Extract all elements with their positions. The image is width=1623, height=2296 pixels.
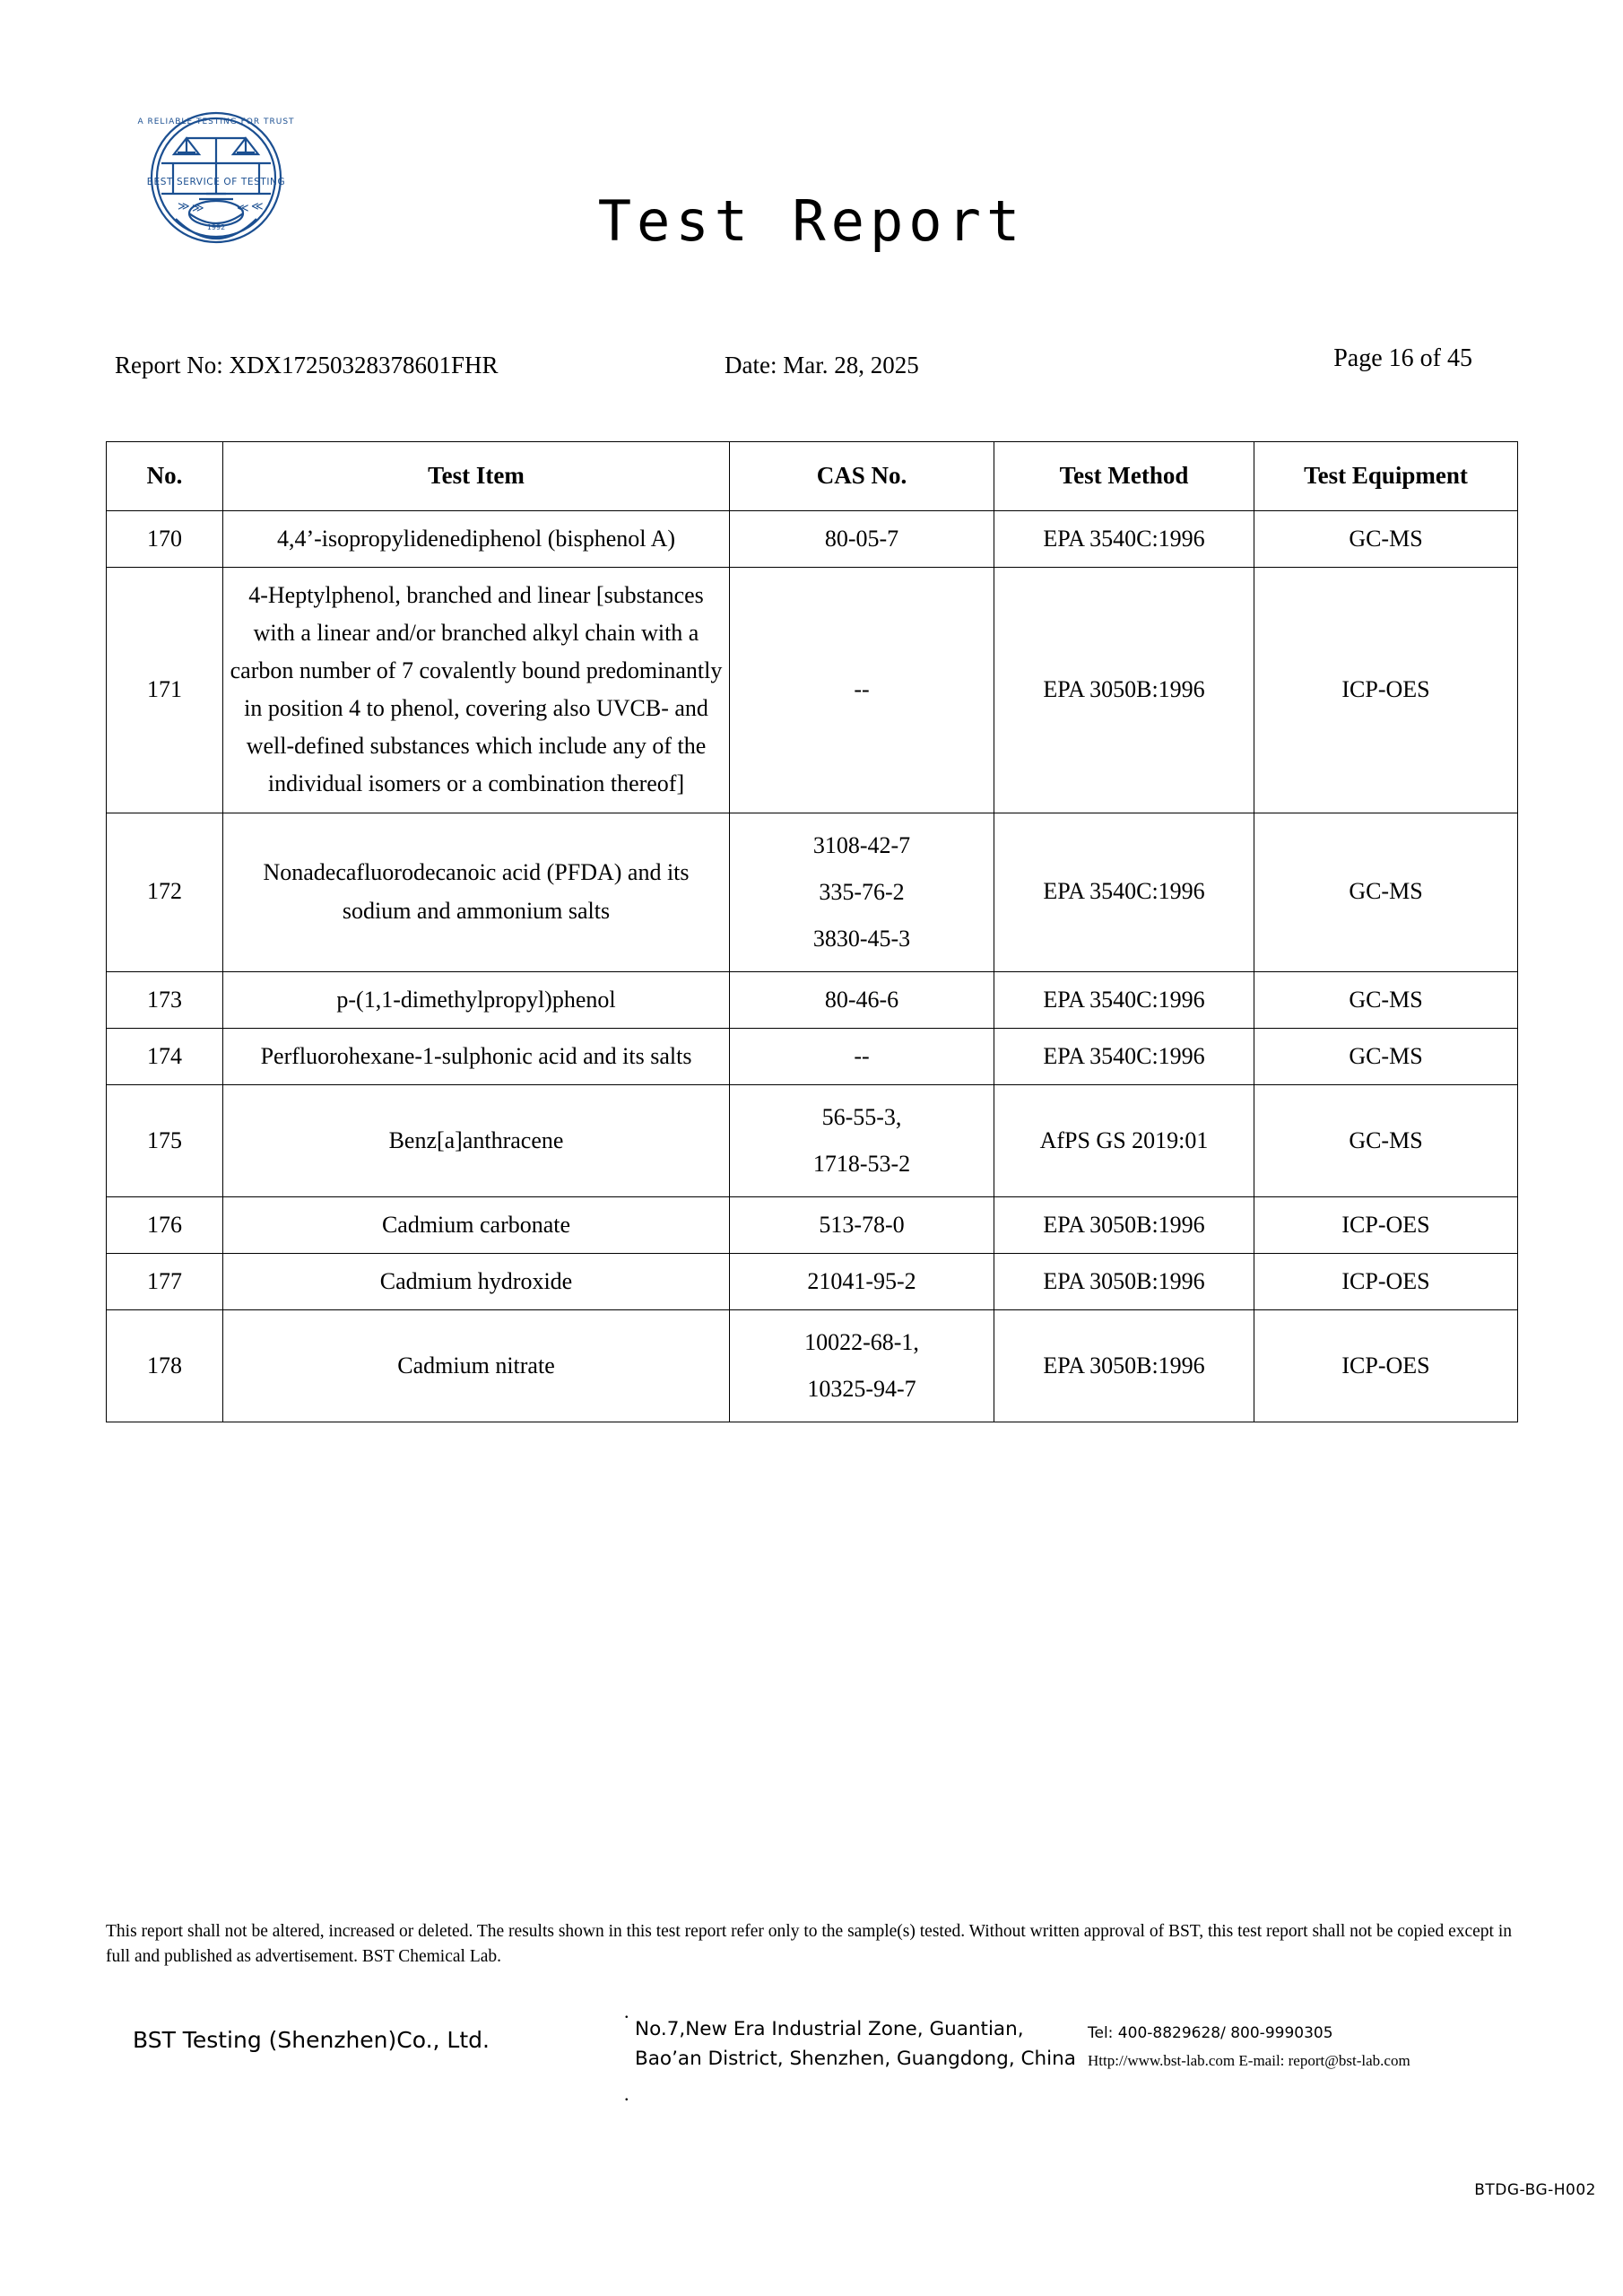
- cell-test-method: EPA 3540C:1996: [994, 1028, 1254, 1084]
- table-header-row: [107, 442, 1518, 511]
- table-row: [107, 813, 1518, 971]
- cas-value: 10022-68-1,: [804, 1328, 919, 1355]
- cell-test-equipment: GC-MS: [1254, 1084, 1518, 1196]
- cell-test-item: Benz[a]anthracene: [223, 1084, 730, 1196]
- svg-text:≪: ≪: [237, 202, 249, 215]
- table-row: [107, 1028, 1518, 1084]
- cell-cas-no: --: [730, 1028, 994, 1084]
- cell-cas-no: 21041-95-2: [730, 1253, 994, 1309]
- cell-cas-no: --: [730, 567, 994, 813]
- cell-test-method: EPA 3540C:1996: [994, 510, 1254, 567]
- cas-value: 56-55-3,: [821, 1103, 902, 1130]
- document-code: BTDG-BG-H002: [1474, 2181, 1596, 2199]
- cell-test-method: AfPS GS 2019:01: [994, 1084, 1254, 1196]
- column-header-no: No.: [107, 442, 223, 511]
- svg-text:≪: ≪: [251, 200, 264, 213]
- cell-test-equipment: ICP-OES: [1254, 1253, 1518, 1309]
- table-row: [107, 971, 1518, 1028]
- cell-test-equipment: ICP-OES: [1254, 1309, 1518, 1422]
- cas-value: 1718-53-2: [812, 1150, 911, 1177]
- column-header-test-method: Test Method: [994, 442, 1254, 511]
- cell-test-item: Perfluorohexane-1-sulphonic acid and its salts: [223, 1028, 730, 1084]
- address-line-2: Bao’an District, Shenzhen, Guangdong, China: [635, 2048, 1076, 2071]
- cell-test-method: EPA 3540C:1996: [994, 971, 1254, 1028]
- company-name: BST Testing (Shenzhen)Co., Ltd.: [133, 2027, 490, 2053]
- svg-text:≫: ≫: [192, 202, 204, 215]
- cell-test-method: EPA 3050B:1996: [994, 1253, 1254, 1309]
- address-line-1: No.7,New Era Industrial Zone, Guantian,: [635, 2018, 1024, 2040]
- cell-test-equipment: GC-MS: [1254, 510, 1518, 567]
- page-title: Test Report: [597, 188, 1026, 254]
- cell-cas-no: [730, 1084, 994, 1196]
- cell-test-equipment: GC-MS: [1254, 813, 1518, 971]
- cell-cas-no: 80-05-7: [730, 510, 994, 567]
- footer-dot-bottom: .: [624, 2083, 629, 2105]
- cell-test-equipment: GC-MS: [1254, 1028, 1518, 1084]
- svg-text:1992: 1992: [206, 223, 226, 231]
- cell-test-equipment: ICP-OES: [1254, 1196, 1518, 1253]
- cell-test-method: EPA 3050B:1996: [994, 567, 1254, 813]
- cell-cas-no: 513-78-0: [730, 1196, 994, 1253]
- cell-test-equipment: GC-MS: [1254, 971, 1518, 1028]
- table-row: [107, 567, 1518, 813]
- cell-test-method: EPA 3050B:1996: [994, 1196, 1254, 1253]
- report-meta: [106, 344, 1517, 384]
- cell-test-method: EPA 3540C:1996: [994, 813, 1254, 971]
- table-row: [107, 1309, 1518, 1422]
- cell-test-item: p-(1,1-dimethylpropyl)phenol: [223, 971, 730, 1028]
- cell-no: 173: [107, 971, 223, 1028]
- cell-test-equipment: ICP-OES: [1254, 567, 1518, 813]
- table-row: [107, 1196, 1518, 1253]
- cell-no: 172: [107, 813, 223, 971]
- cell-no: 176: [107, 1196, 223, 1253]
- table-row: [107, 510, 1518, 567]
- disclaimer-text: This report shall not be altered, increased or deleted. The results shown in this test report refer only to the sample(s) tested. Without written approval of BST, this test report shall not be copied except in full and published as advertisement. BST Chemical Lab.: [106, 1922, 1513, 1967]
- test-items-table: [106, 441, 1518, 1422]
- svg-text:BEST SERVICE OF TESTING: BEST SERVICE OF TESTING: [146, 177, 286, 187]
- contact-phone: Tel: 400-8829628/ 800-9990305: [1088, 2024, 1333, 2042]
- cell-test-item: Cadmium carbonate: [223, 1196, 730, 1253]
- footer-dot-top: .: [624, 2000, 629, 2022]
- cell-no: 171: [107, 567, 223, 813]
- column-header-test-item: Test Item: [223, 442, 730, 511]
- company-address: [635, 2014, 1076, 2074]
- document-footer: [106, 2000, 1517, 2133]
- cell-test-item: 4-Heptylphenol, branched and linear [substances with a linear and/or branched alkyl chain with a carbon number of 7 covalently bound predominantly in position 4 to phenol, covering also UVCB- and well-defined substances which include any of the individual isomers or a combination thereof]: [223, 567, 730, 813]
- page-indicator: Page 16 of 45: [1333, 344, 1472, 372]
- cell-cas-no: 80-46-6: [730, 971, 994, 1028]
- test-items-table-container: [106, 441, 1517, 1422]
- cell-test-method: EPA 3050B:1996: [994, 1309, 1254, 1422]
- column-header-cas-no: CAS No.: [730, 442, 994, 511]
- cas-value: 10325-94-7: [807, 1375, 916, 1402]
- cell-cas-no: [730, 1309, 994, 1422]
- cell-no: 177: [107, 1253, 223, 1309]
- document-header: [106, 0, 1517, 378]
- cell-no: 178: [107, 1309, 223, 1422]
- report-date: Date: Mar. 28, 2025: [725, 352, 919, 378]
- cas-value: 3830-45-3: [812, 925, 911, 952]
- svg-text:A RELIABLE TESTING FOR TRUST: A RELIABLE TESTING FOR TRUST: [137, 117, 295, 126]
- cell-test-item: Cadmium hydroxide: [223, 1253, 730, 1309]
- cell-no: 170: [107, 510, 223, 567]
- table-row: [107, 1084, 1518, 1196]
- cas-value: 3108-42-7: [812, 831, 911, 858]
- table-row: [107, 1253, 1518, 1309]
- column-header-test-equipment: Test Equipment: [1254, 442, 1518, 511]
- cell-no: 175: [107, 1084, 223, 1196]
- cell-test-item: 4,4’-isopropylidenediphenol (bisphenol A): [223, 510, 730, 567]
- report-number: Report No: XDX17250328378601FHR: [115, 352, 499, 378]
- cell-test-item: Nonadecafluorodecanoic acid (PFDA) and its sodium and ammonium salts: [223, 813, 730, 971]
- cas-value: 335-76-2: [819, 878, 905, 905]
- contact-web-email: Http://www.bst-lab.com E-mail: report@bst-lab.com: [1088, 2051, 1410, 2069]
- cell-cas-no: [730, 813, 994, 971]
- cell-no: 174: [107, 1028, 223, 1084]
- company-contact: [1088, 2020, 1410, 2074]
- svg-text:≫: ≫: [178, 200, 190, 213]
- cell-test-item: Cadmium nitrate: [223, 1309, 730, 1422]
